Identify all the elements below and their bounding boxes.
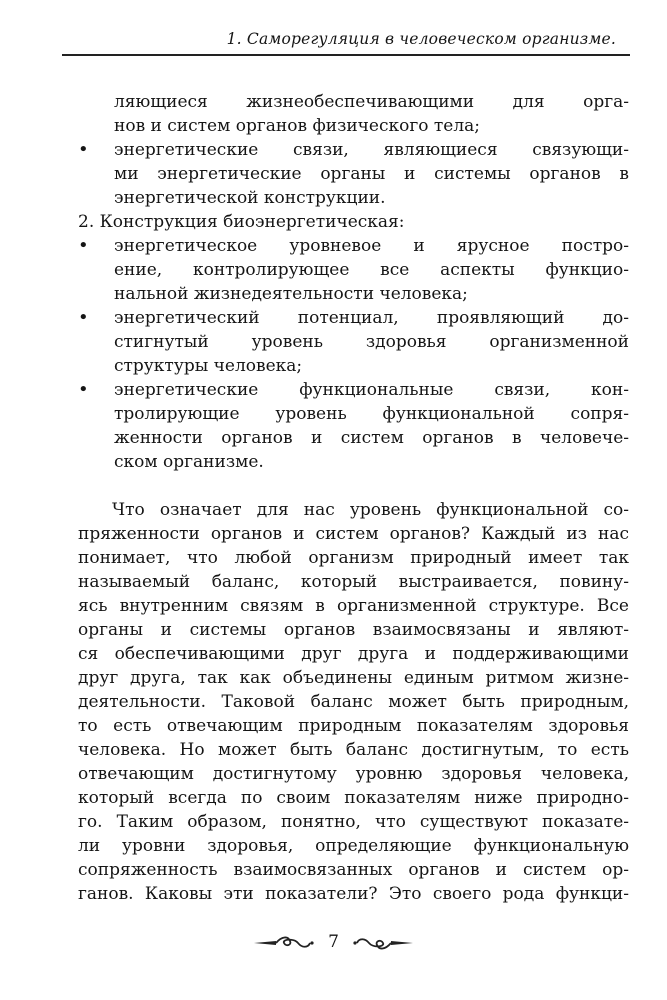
list-line: энергетической конструкции. [114, 188, 386, 208]
list-line: тролирующие уровень функциональной сопря- [114, 404, 629, 424]
paragraph-line: сопряженность взаимосвязанных органов и систем ор- [78, 860, 629, 880]
paragraph-line: Что означает для нас уровень функциональной со- [112, 500, 629, 520]
list-line: энергетические связи, являющиеся связующи- [114, 140, 629, 160]
paragraph-line: пряженности органов и систем органов? Каждый из нас [78, 524, 629, 544]
paragraph-line: то есть отвечающим природным показателям здоровья [78, 716, 629, 736]
bullet-icon: • [78, 379, 89, 400]
list-line: ми энергетические органы и системы органов в [114, 164, 629, 184]
list-line: женности органов и систем органов в человече- [114, 428, 629, 448]
paragraph-line: ли уровни здоровья, определяющие функциональную [78, 836, 629, 856]
paragraph-line: который всегда по своим показателям ниже природно- [78, 788, 629, 808]
paragraph-line: деятельности. Таковой баланс может быть природным, [78, 692, 629, 712]
running-header: 1. Саморегуляция в человеческом организме. [226, 30, 616, 48]
section-heading: 2. Конструкция биоэнергетическая: [78, 212, 405, 232]
list-line: энергетические функциональные связи, кон- [114, 380, 629, 400]
paragraph-line: друг друга, так как объединены единым ритмом жизне- [78, 668, 629, 688]
list-line: энергетическое уровневое и ярусное постро- [114, 236, 629, 256]
page-number: 7 [328, 932, 339, 952]
paragraph-line: человека. Но может быть баланс достигнутым, то есть [78, 740, 629, 760]
header-rule [62, 54, 630, 56]
paragraph-line: называемый баланс, который выстраивается, повину- [78, 572, 629, 592]
bullet-icon: • [78, 139, 89, 160]
paragraph-line: отвечающим достигнутому уровню здоровья человека, [78, 764, 629, 784]
list-line: ляющиеся жизнеобеспечивающими для орга- [114, 92, 629, 112]
paragraph-line: ганов. Каковы эти показатели? Это своего рода функци- [78, 884, 629, 904]
bullet-icon: • [78, 235, 89, 256]
right-ornament-icon [351, 936, 413, 950]
paragraph-line: органы и системы органов взаимосвязаны и являют- [78, 620, 629, 640]
list-line: нальной жизнедеятельности человека; [114, 284, 468, 304]
list-line: стигнутый уровень здоровья организменной [114, 332, 629, 352]
paragraph-line: ся обеспечивающими друг друга и поддерживающими [78, 644, 629, 664]
bullet-icon: • [78, 307, 89, 328]
list-line: ском организме. [114, 452, 264, 472]
list-line: структуры человека; [114, 356, 303, 376]
list-line: нов и систем органов физического тела; [114, 116, 481, 136]
paragraph-line: ясь внутренним связям в организменной структуре. Все [78, 596, 629, 616]
paragraph-line: понимает, что любой организм природный имеет так [78, 548, 629, 568]
list-line: энергетический потенциал, проявляющий до- [114, 308, 629, 328]
paragraph-line: го. Таким образом, понятно, что существуют показате- [78, 812, 629, 832]
list-line: ение, контролирующее все аспекты функцио- [114, 260, 629, 280]
